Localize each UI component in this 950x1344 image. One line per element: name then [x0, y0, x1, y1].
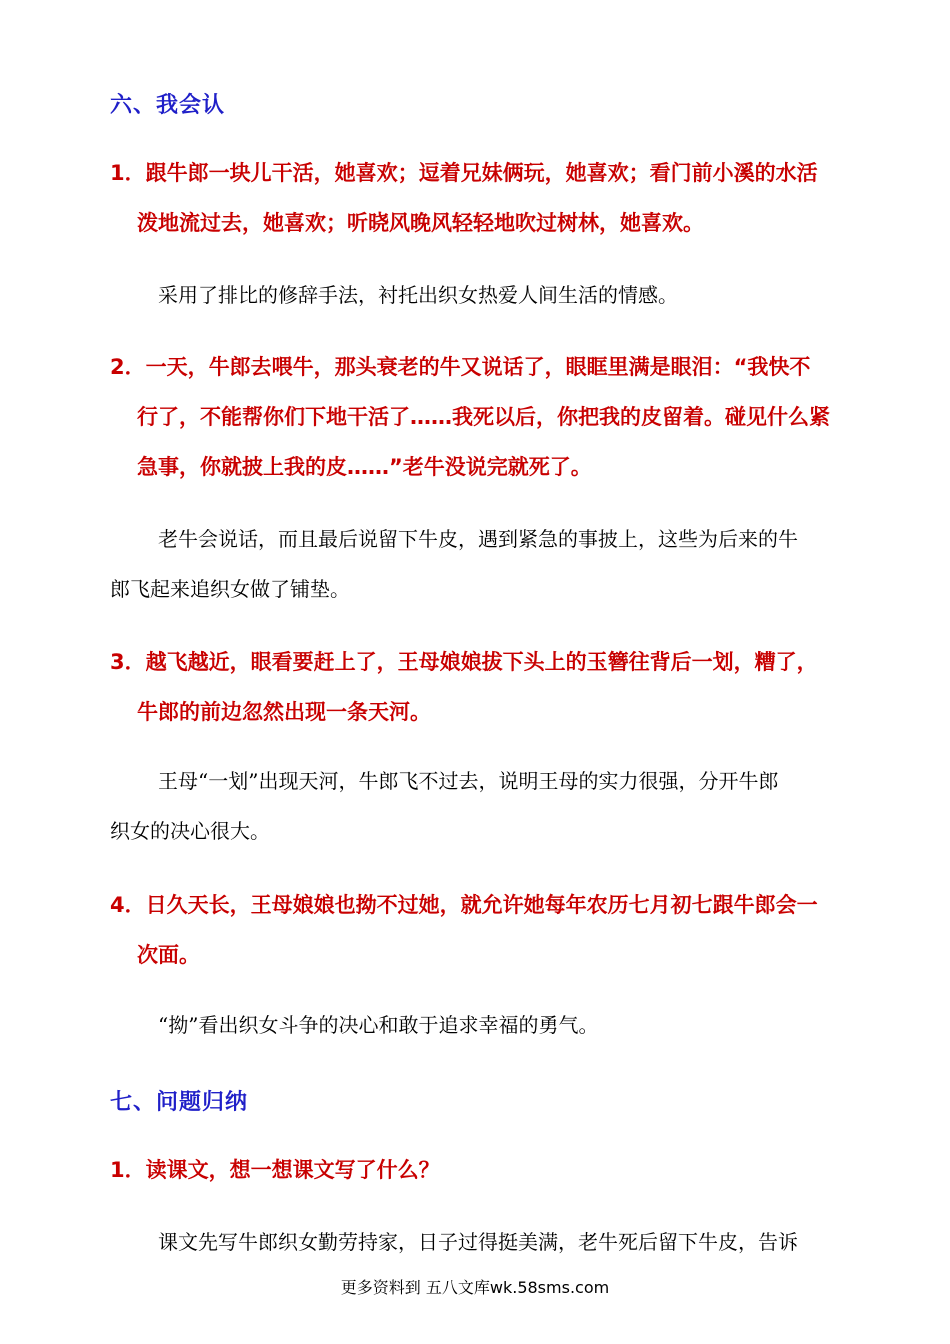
- quote-1-line-2: 泼地流过去，她喜欢；听晓风晚风轻轻地吹过树林，她喜欢。: [137, 211, 704, 235]
- quote-4: [110, 880, 880, 980]
- quote-2-line-3: 急事，你就披上我的皮……”老牛没说完就死了。: [137, 455, 592, 479]
- note-4-line-1: “拗”看出织女斗争的决心和敢于追求幸福的勇气。: [158, 1013, 599, 1037]
- note-2-line-2: 郎飞起来追织女做了铺垫。: [110, 577, 350, 601]
- quote-4-line-1: 4．日久天长，王母娘娘也拗不过她，就允许她每年农历七月初七跟牛郎会一: [110, 893, 818, 917]
- note-3-line-2: 织女的决心很大。: [110, 819, 270, 843]
- answer-1-line-1: 课文先写牛郎织女勤劳持家，日子过得挺美满，老牛死后留下牛皮，告诉: [158, 1230, 798, 1254]
- footer-watermark: 更多资料到 五八文库wk.58sms.com: [340, 1278, 610, 1297]
- quote-1: [110, 148, 880, 248]
- note-1: [110, 270, 880, 320]
- note-2-line-1: 老牛会说话，而且最后说留下牛皮，遇到紧急的事披上，这些为后来的牛: [158, 527, 798, 551]
- quote-1-line-1: 1．跟牛郎一块儿干活，她喜欢；逗着兄妹俩玩，她喜欢；看门前小溪的水活: [110, 161, 818, 185]
- note-4: [110, 1000, 880, 1050]
- note-3-line-1: 王母“一划”出现天河，牛郎飞不过去，说明王母的实力很强，分开牛郎: [158, 769, 779, 793]
- quote-2: [110, 342, 880, 492]
- note-2: [110, 514, 880, 614]
- quote-3: [110, 637, 880, 737]
- note-3: [110, 756, 880, 856]
- question-1-line: 1．读课文，想一想课文写了什么？: [110, 1158, 440, 1182]
- quote-4-line-2: 次面。: [137, 943, 200, 967]
- quote-3-line-2: 牛郎的前边忽然出现一条天河。: [137, 700, 431, 724]
- question-1: [110, 1145, 880, 1195]
- quote-2-line-2: 行了，不能帮你们下地干活了……我死以后，你把我的皮留着。碰见什么紧: [137, 405, 830, 429]
- section-7-heading: 七、问题归纳: [110, 1090, 249, 1115]
- quote-3-line-1: 3．越飞越近，眼看要赶上了，王母娘娘拔下头上的玉簪往背后一划，糟了，: [110, 650, 818, 674]
- quote-2-line-1: 2．一天，牛郎去喂牛，那头衰老的牛又说话了，眼眶里满是眼泪：“我快不: [110, 355, 811, 379]
- section-6-heading: 六、我会认: [110, 93, 226, 118]
- note-1-line-1: 采用了排比的修辞手法，衬托出织女热爱人间生活的情感。: [158, 283, 678, 307]
- answer-1: [110, 1217, 880, 1267]
